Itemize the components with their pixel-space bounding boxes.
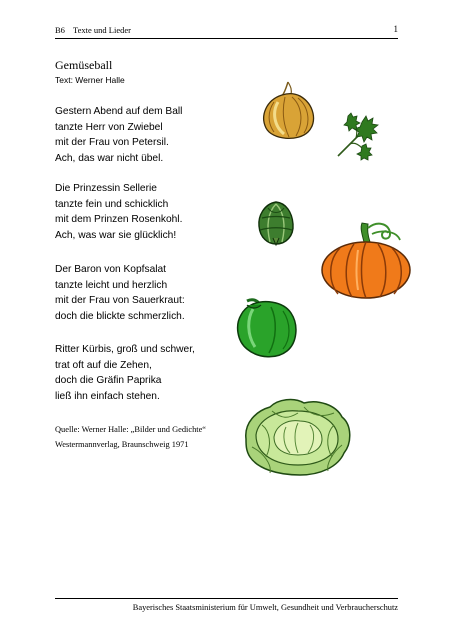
page-footer: Bayerisches Staatsministerium für Umwelt, Gesundheit und Verbraucherschutz [132, 603, 398, 612]
onion-icon [258, 80, 322, 144]
poem-line: ließ ihn einfach stehen. [55, 390, 160, 402]
stanza-2 [55, 181, 182, 243]
poem-line: mit dem Prinzen Rosenkohl. [55, 214, 183, 225]
poem-line: mit der Frau von Petersil. [55, 137, 169, 148]
poem-line: Gestern Abend auf dem Ball [55, 106, 183, 117]
poem-line: Ritter Kürbis, groß und schwer, [55, 344, 195, 355]
pumpkin-icon [320, 220, 412, 300]
poem-line: tanzte fein und schicklich [55, 198, 169, 210]
poem-line: Ach, was war sie glücklich! [55, 229, 177, 241]
source-line: Quelle: Werner Halle: „Bilder und Gedichte“ [55, 425, 207, 434]
stanza-3 [55, 262, 185, 324]
source-line: Westermannverlag, Braunschweig 1971 [55, 440, 189, 449]
poem-line: Ach, das war nicht übel. [55, 152, 164, 164]
poem-line: doch die blickte schmerzlich. [55, 310, 185, 322]
footer-divider [55, 598, 398, 599]
poem-line: Der Baron von Kopfsalat [55, 264, 166, 275]
poem-author: Text: Werner Halle [55, 75, 125, 85]
poem-line: tanzte leicht und herzlich [55, 279, 168, 291]
poem-line: trat oft auf die Zehen, [55, 359, 152, 371]
page-header [55, 25, 131, 35]
page-number: 1 [393, 24, 398, 34]
stanza-4 [55, 342, 195, 404]
lettuce-icon [242, 395, 354, 477]
parsley-icon [332, 112, 382, 160]
bell-pepper-icon [233, 295, 301, 359]
poem-line: tanzte Herr von Zwiebel [55, 121, 163, 133]
source-citation [55, 422, 206, 452]
brussels-sprout-icon [256, 200, 296, 246]
header-divider [55, 38, 398, 39]
header-code: B6 [55, 25, 65, 35]
poem-line: doch die Gräfin Paprika [55, 375, 162, 386]
header-section: Texte und Lieder [73, 25, 131, 35]
poem-title: Gemüseball [55, 58, 113, 72]
poem-line: mit der Frau von Sauerkraut: [55, 295, 185, 306]
poem-line: Die Prinzessin Sellerie [55, 183, 157, 194]
stanza-1 [55, 104, 182, 166]
